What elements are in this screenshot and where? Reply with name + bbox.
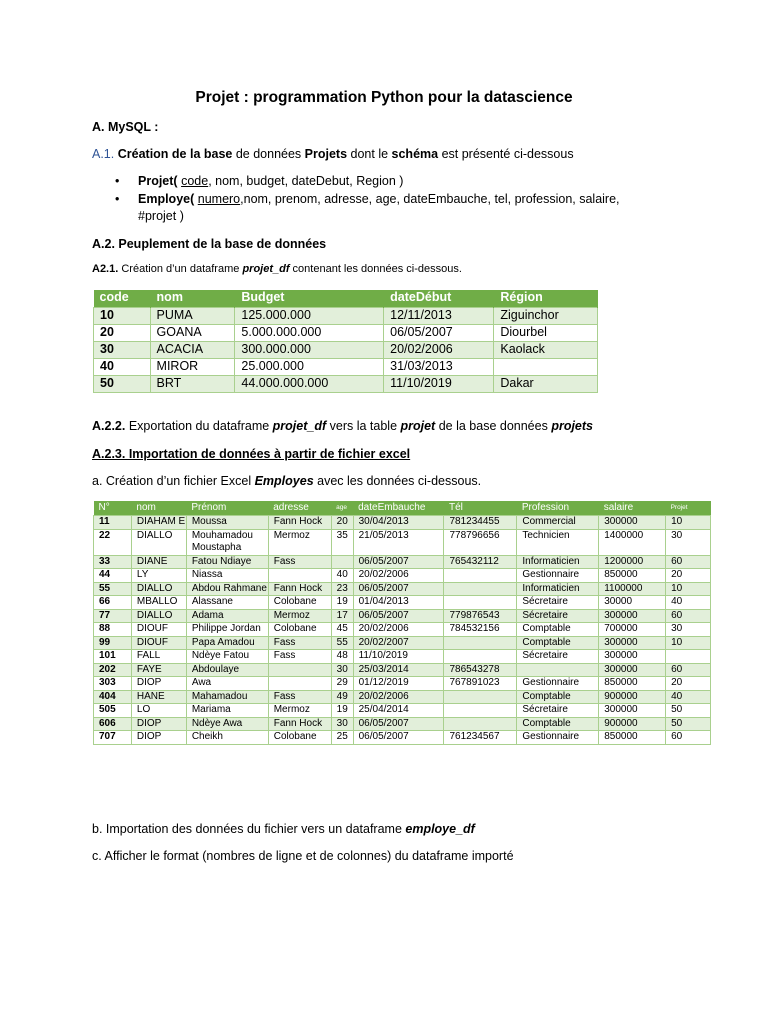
employe-table-cell: 303: [94, 677, 132, 691]
a1-part3: Projets: [304, 147, 348, 161]
employe-table-cell: 20/02/2006: [353, 690, 444, 704]
employe-table-header-cell: Projet: [666, 501, 711, 516]
page-title: Projet : programmation Python pour la datascience: [195, 89, 573, 106]
step-a-t1: a. Création d’un fichier Excel: [92, 474, 255, 488]
employe-table-header-cell: Profession: [517, 501, 599, 516]
employe-table-cell: 29: [331, 677, 353, 691]
employe-table-cell: DIAHAM E: [131, 516, 186, 530]
employe-table-cell: Fann Hock: [268, 582, 331, 596]
employe-table-row: [94, 717, 711, 731]
schema-table-name: Employe(: [138, 191, 195, 206]
employe-table-cell: 55: [331, 636, 353, 650]
employe-table-cell: Sécretaire: [517, 609, 599, 623]
projet-table-cell: 12/11/2013: [384, 308, 494, 325]
employe-table-cell: 40: [666, 690, 711, 704]
employe-table-cell: DIALLO: [131, 529, 186, 555]
employe-table-cell: 35: [331, 529, 353, 555]
employe-table-cell: 10: [666, 516, 711, 530]
employe-table-cell: 10: [666, 636, 711, 650]
employe-table-cell: 1400000: [599, 529, 666, 555]
a2-heading: A.2. Peuplement de la base de données: [92, 237, 327, 251]
employe-table-header-cell: salaire: [599, 501, 666, 516]
employe-table-cell: [444, 596, 517, 610]
employe-table-cell: Papa Amadou: [186, 636, 268, 650]
employe-table-cell: 606: [94, 717, 132, 731]
employe-table-row: [94, 704, 711, 718]
employe-table-cell: FALL: [131, 650, 186, 664]
employe-table-cell: 06/05/2007: [353, 555, 444, 569]
employe-table-cell: 20: [331, 516, 353, 530]
employe-table-cell: 25: [331, 731, 353, 745]
projet-table-cell: Kaolack: [494, 342, 598, 359]
employe-table-cell: 40: [331, 569, 353, 583]
a1-part1: Création de la base: [117, 147, 233, 161]
projet-table: [93, 290, 598, 393]
employe-table-cell: 99: [94, 636, 132, 650]
projet-table-cell: ACACIA: [150, 342, 235, 359]
employe-table-cell: 23: [331, 582, 353, 596]
employe-table-cell: Abdou Rahmane: [186, 582, 268, 596]
employe-table-cell: Mermoz: [268, 529, 331, 555]
employe-table-cell: MBALLO: [131, 596, 186, 610]
employe-table-cell: 01/12/2019: [353, 677, 444, 691]
schema-fields-cont: #projet ): [138, 209, 184, 223]
projet-table-header-cell: Budget: [235, 290, 384, 308]
employe-table-row: [94, 623, 711, 637]
employe-table-cell: Awa: [186, 677, 268, 691]
employe-table-cell: Fatou Ndiaye: [186, 555, 268, 569]
employe-table-row: [94, 582, 711, 596]
employe-table-cell: 767891023: [444, 677, 517, 691]
employe-table-cell: 17: [331, 609, 353, 623]
projet-table-cell: Ziguinchor: [494, 308, 598, 325]
employe-table-cell: [444, 569, 517, 583]
employe-table-cell: 55: [94, 582, 132, 596]
employe-table-cell: Abdoulaye: [186, 663, 268, 677]
employe-table-cell: FAYE: [131, 663, 186, 677]
employe-table-cell: [444, 650, 517, 664]
a23-heading: A.2.3. Importation de données à partir de fichier excel: [92, 447, 411, 461]
employe-table-cell: 30/04/2013: [353, 516, 444, 530]
schema-primary-key: numero: [197, 191, 241, 206]
projet-table-header-cell: code: [94, 290, 151, 308]
schema-primary-key: code: [181, 174, 209, 188]
employe-table-cell: 77: [94, 609, 132, 623]
employe-table-cell: Commercial: [517, 516, 599, 530]
employe-table-cell: 19: [331, 596, 353, 610]
employe-table-cell: 45: [331, 623, 353, 637]
projet-table-cell: 40: [94, 359, 151, 376]
employe-table-cell: [517, 663, 599, 677]
projet-table-header-cell: dateDébut: [384, 290, 494, 308]
employe-table-cell: Mahamadou: [186, 690, 268, 704]
employe-table-row: [94, 516, 711, 530]
employe-table-cell: 48: [331, 650, 353, 664]
employe-table-cell: Ndèye Awa: [186, 717, 268, 731]
employe-table-cell: Fann Hock: [268, 717, 331, 731]
a21-dataframe: projet_df: [242, 263, 290, 275]
a1-paragraph: [92, 147, 574, 161]
projet-table-cell: 20/02/2006: [384, 342, 494, 359]
employe-table-cell: [268, 569, 331, 583]
a22-table: projet: [400, 419, 436, 433]
projet-table-cell: 30: [94, 342, 151, 359]
employe-table-cell: 40: [666, 596, 711, 610]
employe-table-cell: [444, 704, 517, 718]
projet-table-row: [94, 359, 598, 376]
a22-paragraph: [92, 419, 593, 433]
step-b-paragraph: [92, 822, 475, 836]
employe-table-cell: HANE: [131, 690, 186, 704]
employe-table-cell: Ndèye Fatou: [186, 650, 268, 664]
employe-table-cell: 101: [94, 650, 132, 664]
employe-table-cell: Comptable: [517, 623, 599, 637]
employe-table-cell: 761234567: [444, 731, 517, 745]
step-b-t1: b. Importation des données du fichier vers un dataframe: [92, 822, 406, 836]
employe-table-header-cell: dateEmbauche: [353, 501, 444, 516]
a21-number: A2.1.: [92, 263, 119, 275]
a21-text2: contenant les données ci-dessous.: [289, 263, 462, 275]
a22-number: A.2.2.: [92, 419, 126, 433]
employe-table-cell: 1200000: [599, 555, 666, 569]
bullet-icon: •: [115, 191, 120, 206]
employe-table-cell: DIALLO: [131, 609, 186, 623]
employe-table-cell: 850000: [599, 677, 666, 691]
employe-table-cell: 20: [666, 569, 711, 583]
employe-table: [93, 501, 711, 745]
projet-table-cell: BRT: [150, 376, 235, 393]
employe-table-cell: 88: [94, 623, 132, 637]
employe-table-cell: DIOP: [131, 731, 186, 745]
step-a-filename: Employes: [254, 474, 314, 488]
step-b-dataframe: employe_df: [405, 822, 475, 836]
a22-t2: vers la table: [326, 419, 401, 433]
employe-table-cell: 60: [666, 555, 711, 569]
employe-table-cell: 779876543: [444, 609, 517, 623]
employe-table-cell: [444, 582, 517, 596]
projet-table-cell: 10: [94, 308, 151, 325]
employe-table-cell: 900000: [599, 690, 666, 704]
employe-table-cell: DIOP: [131, 717, 186, 731]
a22-database: projets: [551, 419, 593, 433]
employe-table-cell: 49: [331, 690, 353, 704]
employe-table-row: [94, 731, 711, 745]
projet-table-header-cell: nom: [150, 290, 235, 308]
projet-table-cell: 25.000.000: [235, 359, 384, 376]
a1-part6: est présenté ci-dessous: [438, 147, 574, 161]
employe-table-cell: Philippe Jordan: [186, 623, 268, 637]
employe-table-cell: 900000: [599, 717, 666, 731]
employe-table-cell: DIOUF: [131, 636, 186, 650]
employe-table-row: [94, 677, 711, 691]
employe-table-cell: 06/05/2007: [353, 717, 444, 731]
employe-table-cell: 21/05/2013: [353, 529, 444, 555]
employe-table-cell: Technicien: [517, 529, 599, 555]
employe-table-row: [94, 569, 711, 583]
employe-table-cell: 25/04/2014: [353, 704, 444, 718]
employe-table-row: [94, 529, 711, 555]
employe-table-cell: Sécretaire: [517, 596, 599, 610]
employe-table-cell: 19: [331, 704, 353, 718]
employe-table-cell: 1100000: [599, 582, 666, 596]
employe-table-cell: 202: [94, 663, 132, 677]
employe-table-cell: 300000: [599, 636, 666, 650]
employe-table-cell: 60: [666, 609, 711, 623]
employe-table-cell: 01/04/2013: [353, 596, 444, 610]
employe-table-cell: 778796656: [444, 529, 517, 555]
employe-table-cell: 25/03/2014: [353, 663, 444, 677]
employe-table-header-cell: Tél: [444, 501, 517, 516]
projet-table-cell: 31/03/2013: [384, 359, 494, 376]
employe-table-cell: Fann Hock: [268, 516, 331, 530]
employe-table-cell: 22: [94, 529, 132, 555]
projet-table-body: [94, 308, 598, 393]
employe-table-cell: 20/02/2006: [353, 623, 444, 637]
employe-table-cell: 30: [331, 663, 353, 677]
employe-table-cell: 20/02/2007: [353, 636, 444, 650]
employe-table-row: [94, 690, 711, 704]
employe-table-cell: Comptable: [517, 636, 599, 650]
employe-table-cell: 30: [666, 623, 711, 637]
employe-table-cell: Informaticien: [517, 582, 599, 596]
employe-table-cell: Mermoz: [268, 704, 331, 718]
schema-fields: ,nom, prenom, adresse, age, dateEmbauche, tel, profession, salaire,: [240, 191, 620, 206]
employe-table-cell: Niassa: [186, 569, 268, 583]
employe-table-header-cell: age: [331, 501, 353, 516]
employe-table-cell: Comptable: [517, 690, 599, 704]
employe-table-cell: Sécretaire: [517, 704, 599, 718]
employe-table-cell: 707: [94, 731, 132, 745]
projet-table-cell: 20: [94, 325, 151, 342]
employe-table-cell: 50: [666, 717, 711, 731]
projet-table-header: [94, 290, 598, 308]
a22-t3: de la base données: [435, 419, 552, 433]
employe-table-row: [94, 596, 711, 610]
employe-table-header-cell: Prénom: [186, 501, 268, 516]
employe-table-cell: 300000: [599, 650, 666, 664]
employe-table-header: [94, 501, 711, 516]
employe-table-cell: Fass: [268, 555, 331, 569]
employe-table-cell: 30000: [599, 596, 666, 610]
employe-table-cell: Alassane: [186, 596, 268, 610]
projet-table-row: [94, 325, 598, 342]
projet-table-cell: 06/05/2007: [384, 325, 494, 342]
employe-table-cell: 06/05/2007: [353, 731, 444, 745]
employe-table-cell: [331, 555, 353, 569]
employe-table-cell: Comptable: [517, 717, 599, 731]
employe-table-cell: 10: [666, 582, 711, 596]
projet-table-row: [94, 308, 598, 325]
employe-table-cell: 404: [94, 690, 132, 704]
employe-table-cell: 300000: [599, 609, 666, 623]
step-c-paragraph: c. Afficher le format (nombres de ligne et de colonnes) du dataframe importé: [92, 849, 514, 863]
employe-table-cell: [444, 690, 517, 704]
employe-table-cell: Informaticien: [517, 555, 599, 569]
employe-table-header-cell: adresse: [268, 501, 331, 516]
employe-table-cell: 44: [94, 569, 132, 583]
employe-table-cell: [268, 663, 331, 677]
employe-table-cell: Colobane: [268, 623, 331, 637]
schema-fields: , nom, budget, dateDebut, Region ): [208, 174, 404, 188]
employe-table-cell: [444, 717, 517, 731]
projet-table-cell: GOANA: [150, 325, 235, 342]
a1-part5: schéma: [391, 147, 439, 161]
a1-part4: dont le: [347, 147, 392, 161]
employe-table-header-cell: nom: [131, 501, 186, 516]
projet-table-cell: MIROR: [150, 359, 235, 376]
step-a-paragraph: [92, 474, 481, 488]
a1-part2: de données: [232, 147, 305, 161]
employe-table-cell: 06/05/2007: [353, 582, 444, 596]
employe-table-cell: Mouhamadou Moustapha: [186, 529, 268, 555]
a21-text1: Création d’un dataframe: [118, 263, 243, 275]
a22-t1: Exportation du dataframe: [125, 419, 273, 433]
employe-table-cell: 765432112: [444, 555, 517, 569]
schema-list: [110, 173, 670, 226]
employe-table-cell: Mariama: [186, 704, 268, 718]
employe-table-cell: 505: [94, 704, 132, 718]
employe-table-cell: 300000: [599, 663, 666, 677]
employe-table-body: [94, 516, 711, 745]
employe-table-cell: DIOP: [131, 677, 186, 691]
projet-table-cell: [494, 359, 598, 376]
employe-table-cell: 11: [94, 516, 132, 530]
employe-table-cell: Gestionnaire: [517, 569, 599, 583]
employe-table-cell: 20: [666, 677, 711, 691]
employe-table-cell: 06/05/2007: [353, 609, 444, 623]
employe-table-row: [94, 663, 711, 677]
employe-table-cell: 50: [666, 704, 711, 718]
projet-table-cell: 11/10/2019: [384, 376, 494, 393]
employe-table-cell: 300000: [599, 704, 666, 718]
schema-table-name: Projet(: [138, 174, 178, 188]
employe-table-cell: 850000: [599, 569, 666, 583]
employe-table-cell: Moussa: [186, 516, 268, 530]
employe-table-cell: [666, 650, 711, 664]
a22-dataframe: projet_df: [272, 419, 327, 433]
employe-table-cell: 781234455: [444, 516, 517, 530]
projet-table-cell: Diourbel: [494, 325, 598, 342]
employe-table-cell: 30: [666, 529, 711, 555]
employe-table-cell: Fass: [268, 650, 331, 664]
projet-table-cell: 50: [94, 376, 151, 393]
projet-table-cell: 300.000.000: [235, 342, 384, 359]
employe-table-cell: Mermoz: [268, 609, 331, 623]
employe-table-cell: 66: [94, 596, 132, 610]
employe-table-cell: [268, 677, 331, 691]
employe-table-header-cell: N°: [94, 501, 132, 516]
employe-table-cell: LO: [131, 704, 186, 718]
projet-table-cell: Dakar: [494, 376, 598, 393]
employe-table-row: [94, 636, 711, 650]
employe-table-cell: Gestionnaire: [517, 731, 599, 745]
schema-item-projet: [110, 173, 670, 191]
employe-table-row: [94, 609, 711, 623]
employe-table-cell: 11/10/2019: [353, 650, 444, 664]
projet-table-cell: 44.000.000.000: [235, 376, 384, 393]
employe-table-row: [94, 650, 711, 664]
projet-table-row: [94, 342, 598, 359]
employe-table-cell: Gestionnaire: [517, 677, 599, 691]
employe-table-cell: 700000: [599, 623, 666, 637]
employe-table-cell: 30: [331, 717, 353, 731]
bullet-icon: •: [115, 174, 120, 188]
employe-table-cell: [444, 636, 517, 650]
employe-table-cell: Colobane: [268, 596, 331, 610]
projet-table-cell: PUMA: [150, 308, 235, 325]
employe-table-cell: DIALLO: [131, 582, 186, 596]
employe-table-cell: 20/02/2006: [353, 569, 444, 583]
step-a-t2: avec les données ci-dessous.: [313, 474, 482, 488]
employe-table-cell: Fass: [268, 636, 331, 650]
employe-table-cell: Cheikh: [186, 731, 268, 745]
employe-table-cell: Fass: [268, 690, 331, 704]
employe-table-cell: Sécretaire: [517, 650, 599, 664]
employe-table-cell: 786543278: [444, 663, 517, 677]
employe-table-cell: Colobane: [268, 731, 331, 745]
a21-paragraph: [92, 263, 462, 275]
employe-table-cell: DIANE: [131, 555, 186, 569]
employe-table-cell: DIOUF: [131, 623, 186, 637]
employe-table-cell: 300000: [599, 516, 666, 530]
employe-table-cell: 784532156: [444, 623, 517, 637]
schema-item-employe: [110, 191, 670, 226]
projet-table-row: [94, 376, 598, 393]
employe-table-cell: 60: [666, 731, 711, 745]
employe-table-cell: 850000: [599, 731, 666, 745]
projet-table-cell: 5.000.000.000: [235, 325, 384, 342]
employe-table-row: [94, 555, 711, 569]
section-a-heading: A. MySQL :: [92, 120, 159, 134]
employe-table-cell: 60: [666, 663, 711, 677]
employe-table-cell: Adama: [186, 609, 268, 623]
a1-number: A.1.: [92, 147, 115, 161]
employe-table-cell: 33: [94, 555, 132, 569]
employe-table-cell: LY: [131, 569, 186, 583]
projet-table-cell: 125.000.000: [235, 308, 384, 325]
projet-table-header-cell: Région: [494, 290, 598, 308]
